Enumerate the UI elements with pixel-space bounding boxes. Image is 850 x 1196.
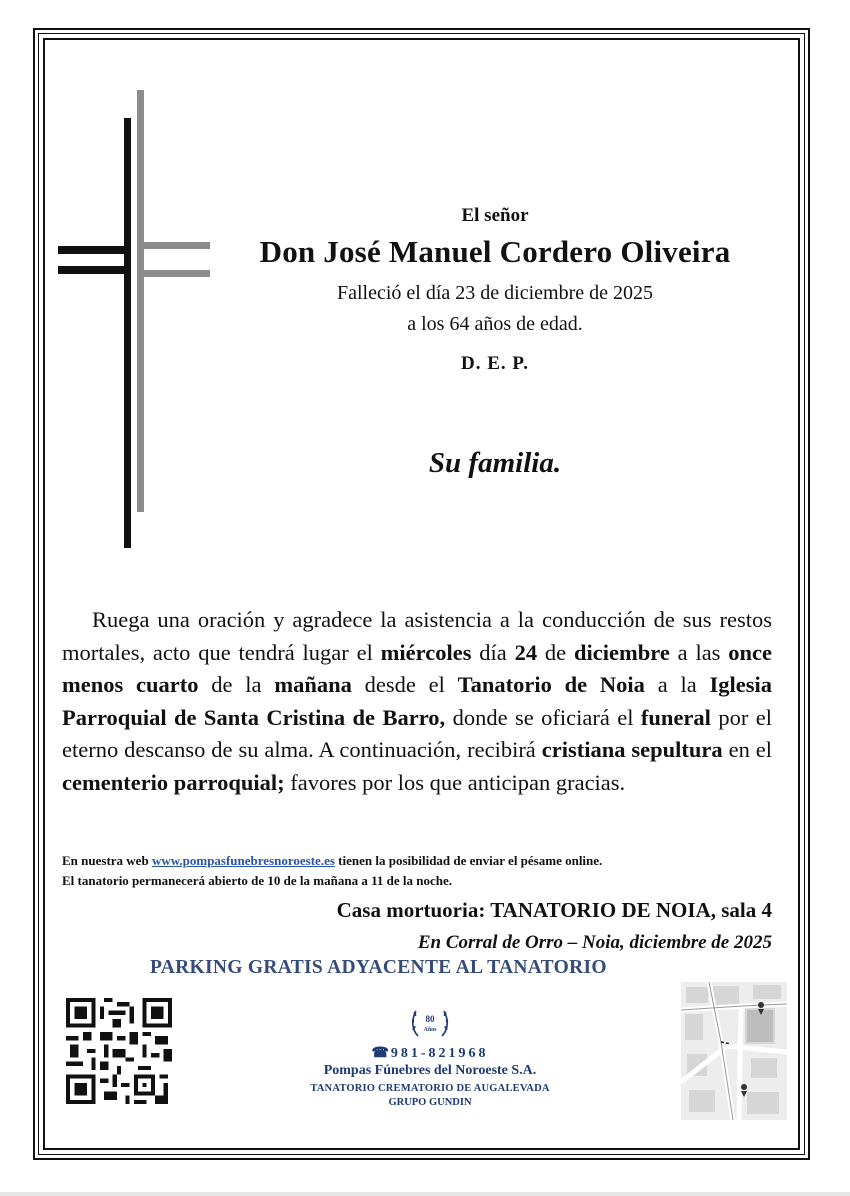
bold-run: Iglesia Parroquial de Santa Cristina de Barro,	[62, 672, 772, 730]
text-run: desde el	[351, 672, 458, 698]
company-group: GRUPO GUNDIN	[388, 1097, 472, 1108]
text-run: a las	[669, 639, 729, 665]
phone-icon: ☎	[371, 1046, 389, 1061]
place-date: En Corral de Orro – Noia, diciembre de 2025	[417, 932, 772, 953]
company-block	[250, 1000, 610, 1108]
family-signature: Su familia.	[428, 447, 562, 479]
map-icon[interactable]	[681, 982, 787, 1120]
qr-code-icon[interactable]	[66, 998, 172, 1104]
bold-run: diciembre	[574, 639, 670, 665]
web-note-prefix: En nuestra web	[62, 853, 152, 868]
bold-run: mañana	[274, 672, 352, 698]
funeral-home: Casa mortuoria: TANATORIO DE NOIA, sala 4	[336, 898, 772, 922]
age: a los 64 años de edad.	[407, 313, 583, 335]
text-run: donde se oficiará el	[445, 704, 641, 730]
bold-run: miércoles	[380, 639, 472, 665]
phone-number: 981-821968	[390, 1046, 489, 1061]
badge-text: Años	[423, 1027, 437, 1033]
bold-run: funeral	[640, 704, 711, 730]
text-run: Ruega una oración y agradece la asistencia a la conducción de sus restos mortales, acto que tendrá lugar el	[62, 607, 772, 665]
bold-run: once menos cuarto	[62, 639, 773, 698]
company-name: Pompas Fúnebres del Noroeste S.A.	[323, 1063, 537, 1078]
website-link[interactable]: www.pompasfunebresnoroeste.es	[151, 853, 335, 868]
honorific: El señor	[461, 205, 529, 226]
web-note-suffix: tienen la posibilidad de enviar el pésame online.	[334, 853, 603, 868]
death-info	[215, 278, 775, 340]
text-run: por el eterno descanso de su alma. A continuación, recibirá	[62, 704, 772, 763]
text-run: de	[537, 639, 574, 665]
ceremony-paragraph	[62, 604, 772, 800]
text-run: a la	[644, 672, 710, 698]
text-run: de la	[198, 672, 275, 698]
bold-run: Tanatorio de Noia	[457, 672, 645, 698]
bold-run: 24	[514, 639, 538, 665]
deceased-name: Don José Manuel Cordero Oliveira	[259, 234, 731, 269]
phone-line[interactable]	[250, 1045, 610, 1062]
bold-run: cementerio parroquial;	[62, 769, 285, 795]
badge-number: 80	[425, 1014, 435, 1024]
bottom-divider	[0, 1192, 850, 1196]
company-subtitle: TANATORIO CREMATORIO DE AUGALEVADA	[310, 1083, 550, 1094]
cross-icon	[58, 90, 210, 548]
web-note	[62, 853, 782, 869]
dep-text: D. E. P.	[460, 353, 529, 374]
hours-note: El tanatorio permanecerá abierto de 10 de la mañana a 11 de la noche.	[62, 873, 452, 888]
laurel-badge-icon	[408, 1000, 452, 1044]
bold-run: cristiana sepultura	[541, 737, 723, 763]
parking-note: PARKING GRATIS ADYACENTE AL TANATORIO	[150, 957, 607, 978]
death-date: Falleció el día 23 de diciembre de 2025	[336, 282, 653, 304]
text-run: día	[471, 639, 515, 665]
text-run: favores por los que anticipan gracias.	[284, 769, 626, 795]
text-run: en el	[722, 737, 772, 763]
